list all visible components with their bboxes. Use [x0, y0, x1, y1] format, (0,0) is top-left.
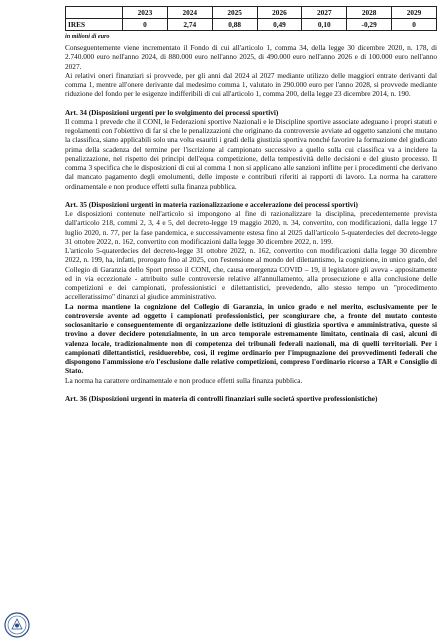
table-row-label: IRES — [66, 19, 123, 31]
table-row — [66, 19, 437, 31]
table-year: 2023 — [123, 7, 168, 19]
paragraph-fondo: Conseguentemente viene incrementato il Fondo di cui all'articolo 1, comma 34, della legge 30 dicembre 2020, n. 178, di 2.740.000 euro nell'anno 2024, di 880.000 euro nell'anno 2025, di 490.000 euro nell'anno 2026 e di 100.000 euro nell'anno 2027. — [65, 43, 437, 71]
document-page — [65, 6, 437, 403]
table-year: 2026 — [257, 7, 302, 19]
art36-title: Art. 36 (Disposizioni urgenti in materia di controlli finanziari sulle società sportive professionistiche) — [65, 393, 378, 403]
senate-seal-icon — [4, 612, 30, 638]
table-cell: 0,49 — [257, 19, 302, 31]
table-year: 2025 — [212, 7, 257, 19]
table-cell: 0,10 — [302, 19, 347, 31]
art34-title: Art. 34 (Disposizioni urgenti per lo svolgimento dei processi sportivi) — [65, 107, 279, 117]
unit-note: in milioni di euro — [65, 33, 110, 40]
table-header-empty — [66, 7, 123, 19]
art35-text-1: Le disposizioni contenute nell'articolo si impongono al fine di razionalizzare la disciplina, precedentemente prevista dall'articolo 218, commi 2, 3, 4 e 5, del decreto-legge 19 maggio 2020, n. 34, convertito, con modificazioni, dalla legge 17 luglio 2020, n. 77, per la fase pandemica, e successivamente estesa fino al 2025 dall'articolo 5-quaterdecies del decreto-legge 31 ottobre 2022, n. 162, convertito con modificazioni dalla legge 30 dicembre 2022, n. 199. — [65, 209, 437, 246]
art35-text-2: L'articolo 5-quaterdecies del decreto-legge 31 ottobre 2022, n. 162, convertito con modificazioni dalla legge 30 dicembre 2022, n. 199, ha, infatti, prorogato fino al 2025, con l'estensione al mondo del dilettantismo, la cognizione, in unico grado, del Collegio di Garanzia dello Sport presso il CONI, che, causa emergenza COVID – 19, il legislatore gli aveva - appositamente ed in via eccezionale - attribuito sulle controversie relative all'annullamento, alla prosecuzione e alla conclusione delle competizioni e dei campionati, professionistici e dilettantistici, prevedendo, allo stesso tempo un "procedimento accelleratissimo" dinanzi al giudice amministrativo. — [65, 246, 437, 302]
table-year: 2024 — [167, 7, 212, 19]
art35-text-4: La norma ha carattere ordinamentale e non produce effetti sulla finanza pubblica. — [65, 375, 303, 385]
paragraph-oneri: Ai relativi oneri finanziari si provvede, per gli anni dal 2024 al 2027 mediante utilizzo delle maggiori entrate derivanti dal comma 1, mentre all'onere derivante dal medesimo comma 1, valutato in 290.000 euro per l'anno 2028, si provvede mediante riduzione del fondo per le esigenze indifferibili di cui all'articolo 1, comma 200, della legge 23 dicembre 2014, n. 190. — [65, 70, 437, 99]
art34-text: Il comma 1 prevede che il CONI, le Federazioni sportive Nazionali e le Discipline sportive associate adeguano i propri statuti e regolamenti con l'obiettivo di far sì che le penalizzazioni che originano da controversie avviate ad oggetto sanzioni che mutano la classifica, siano applicabili solo una volta esauriti i gradi della giustizia sportiva nonché favorire la formazione del giudicato prima della scadenza del termine per l'iscrizione al campionato successivo a quello sulla cui classifica va a incidere la penalizzazione, nel rispetto dei principi dell'equa competizione, della tempestività delle decisioni e del giusto processo. Il comma 3 specifica che le disposizioni di cui al comma 1 non si applicano alle sanzioni inflitte per i procedimenti che derivano dal mancato pagamento degli emolumenti, delle imposte e contributi riferiti ai rapporti di lavoro. La norma ha carattere ordinamentale e non produce effetti sulla finanza pubblica. — [65, 116, 437, 191]
financial-table — [65, 6, 437, 31]
table-cell: 2,74 — [167, 19, 212, 31]
table-cell: -0,29 — [347, 19, 392, 31]
table-year: 2029 — [392, 7, 437, 19]
table-cell: 0,88 — [212, 19, 257, 31]
table-cell: 0 — [123, 19, 168, 31]
table-header-row — [66, 7, 437, 19]
table-year: 2027 — [302, 7, 347, 19]
art35-title: Art. 35 (Disposizioni urgenti in materia razionalizzazione e accelerazione dei processi sportivi) — [65, 199, 358, 209]
table-cell: 0 — [392, 19, 437, 31]
art35-text-3: La norma mantiene la cognizione del Collegio di Garanzia, in unico grado e nel merito, esclusivamente per le controversie avente ad oggetto i campionati professionistici, per scongiurare che, a fronte del mutato contesto sociosanitario e conseguentemente di organizzazione delle istituzioni di giustizia sportiva e amministrativa, queste si trovino a dover decidere potenzialmente, in un arco temporale estremamente limitato, centinaia di casi, alcuni di valenza locale, tradizionalmente non di competenza dei tribunali federali nazionali, ma di quelli territoriali. Per i campionati dilettantistici, residuerebbe, così, il regime ordinario per l'impugnazione dei provvedimenti federali che dispongono l'ammissione e/o l'esclusione dalle relative competizioni, compreso l'ordinario ricorso a TAR e Consiglio di Stato. — [65, 301, 437, 376]
table-year: 2028 — [347, 7, 392, 19]
